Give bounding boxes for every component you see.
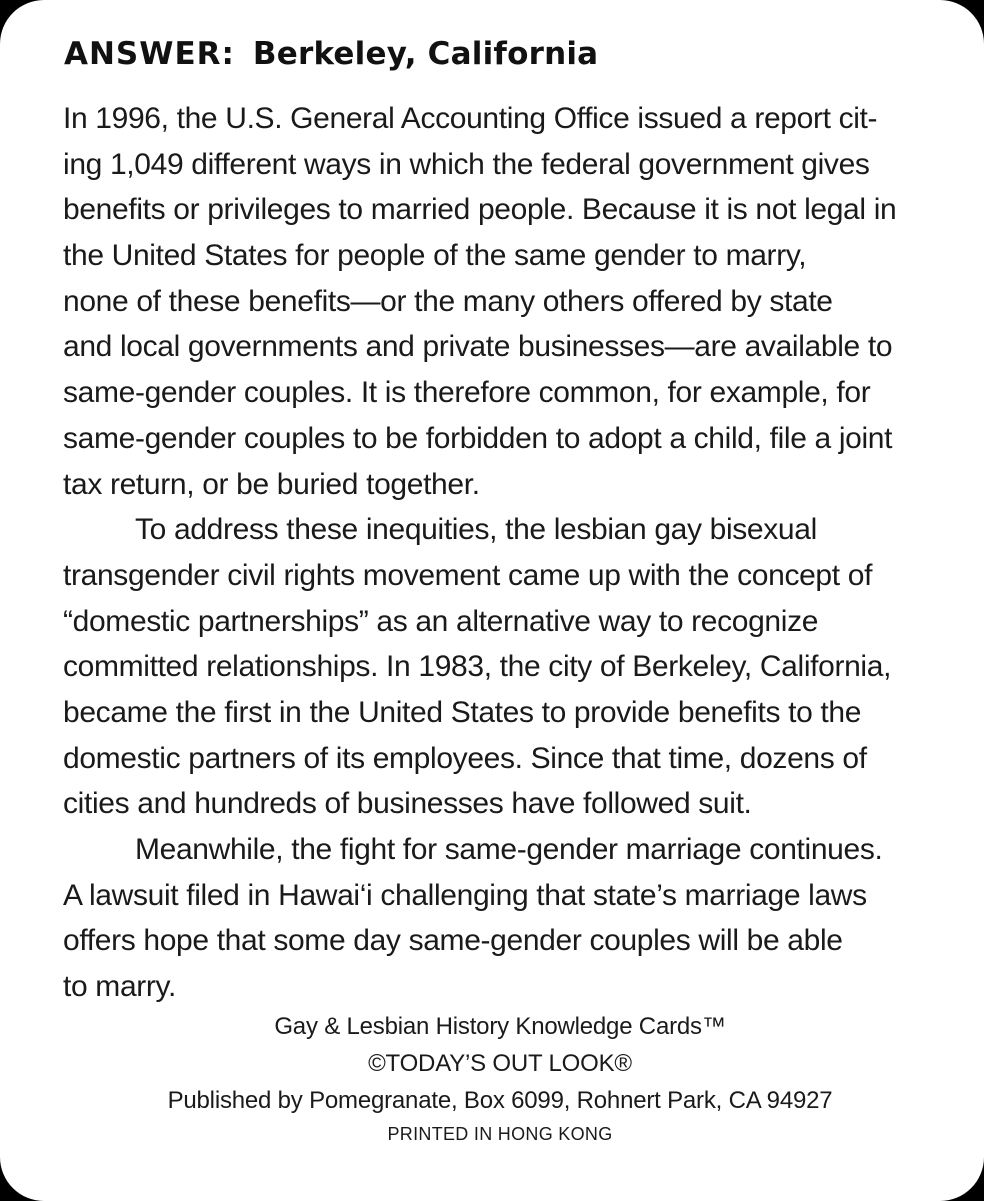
- paragraph-3: [63, 827, 984, 1010]
- paragraph-2: [63, 507, 984, 827]
- text-line: benefits or privileges to married people. Because it is not legal in: [63, 193, 897, 227]
- text-line: To address these inequities, the lesbian gay bisexual: [135, 513, 817, 547]
- text-line: “domestic partnerships” as an alternative way to recognize: [63, 604, 819, 638]
- text-line: Meanwhile, the fight for same-gender marriage continues.: [135, 833, 883, 866]
- text-line: to marry.: [63, 970, 176, 1004]
- card-footer: [0, 1008, 984, 1149]
- answer-value: Berkeley, California: [252, 36, 599, 72]
- publisher-line: Published by Pomegranate, Box 6099, Rohnert Park, CA 94927: [167, 1087, 833, 1114]
- answer-heading: [64, 36, 598, 72]
- text-line: committed relationships. In 1983, the city of Berkeley, California,: [63, 650, 892, 684]
- text-line: became the first in the United States to provide benefits to the: [63, 695, 862, 729]
- text-line: offers hope that some day same-gender couples will be able: [63, 924, 843, 958]
- text-line: transgender civil rights movement came up with the concept of: [63, 558, 873, 592]
- copyright-line: ©TODAY’S OUT LOOK®: [368, 1050, 632, 1077]
- text-line: ing 1,049 different ways in which the federal government gives: [63, 147, 870, 181]
- text-line: cities and hundreds of businesses have followed suit.: [63, 787, 752, 821]
- text-line: none of these benefits—or the many others offered by state: [63, 284, 833, 318]
- card-body: [63, 96, 984, 1010]
- printed-line: PRINTED IN HONG KONG: [387, 1124, 613, 1144]
- answer-label: ANSWER:: [64, 36, 235, 72]
- series-title: Gay & Lesbian History Knowledge Cards™: [274, 1013, 726, 1040]
- text-line: A lawsuit filed in Hawai‘i challenging that state’s marriage laws: [63, 878, 867, 912]
- text-line: same-gender couples. It is therefore common, for example, for: [63, 376, 871, 410]
- text-line: the United States for people of the same gender to marry,: [63, 239, 807, 273]
- text-line: same-gender couples to be forbidden to adopt a child, file a joint: [63, 421, 893, 455]
- text-line: In 1996, the U.S. General Accounting Office issued a report cit-: [63, 102, 878, 135]
- text-line: domestic partners of its employees. Since that time, dozens of: [63, 741, 867, 775]
- text-line: and local governments and private businesses—are available to: [63, 330, 893, 364]
- paragraph-1: [63, 96, 984, 507]
- text-line: tax return, or be buried together.: [63, 467, 480, 501]
